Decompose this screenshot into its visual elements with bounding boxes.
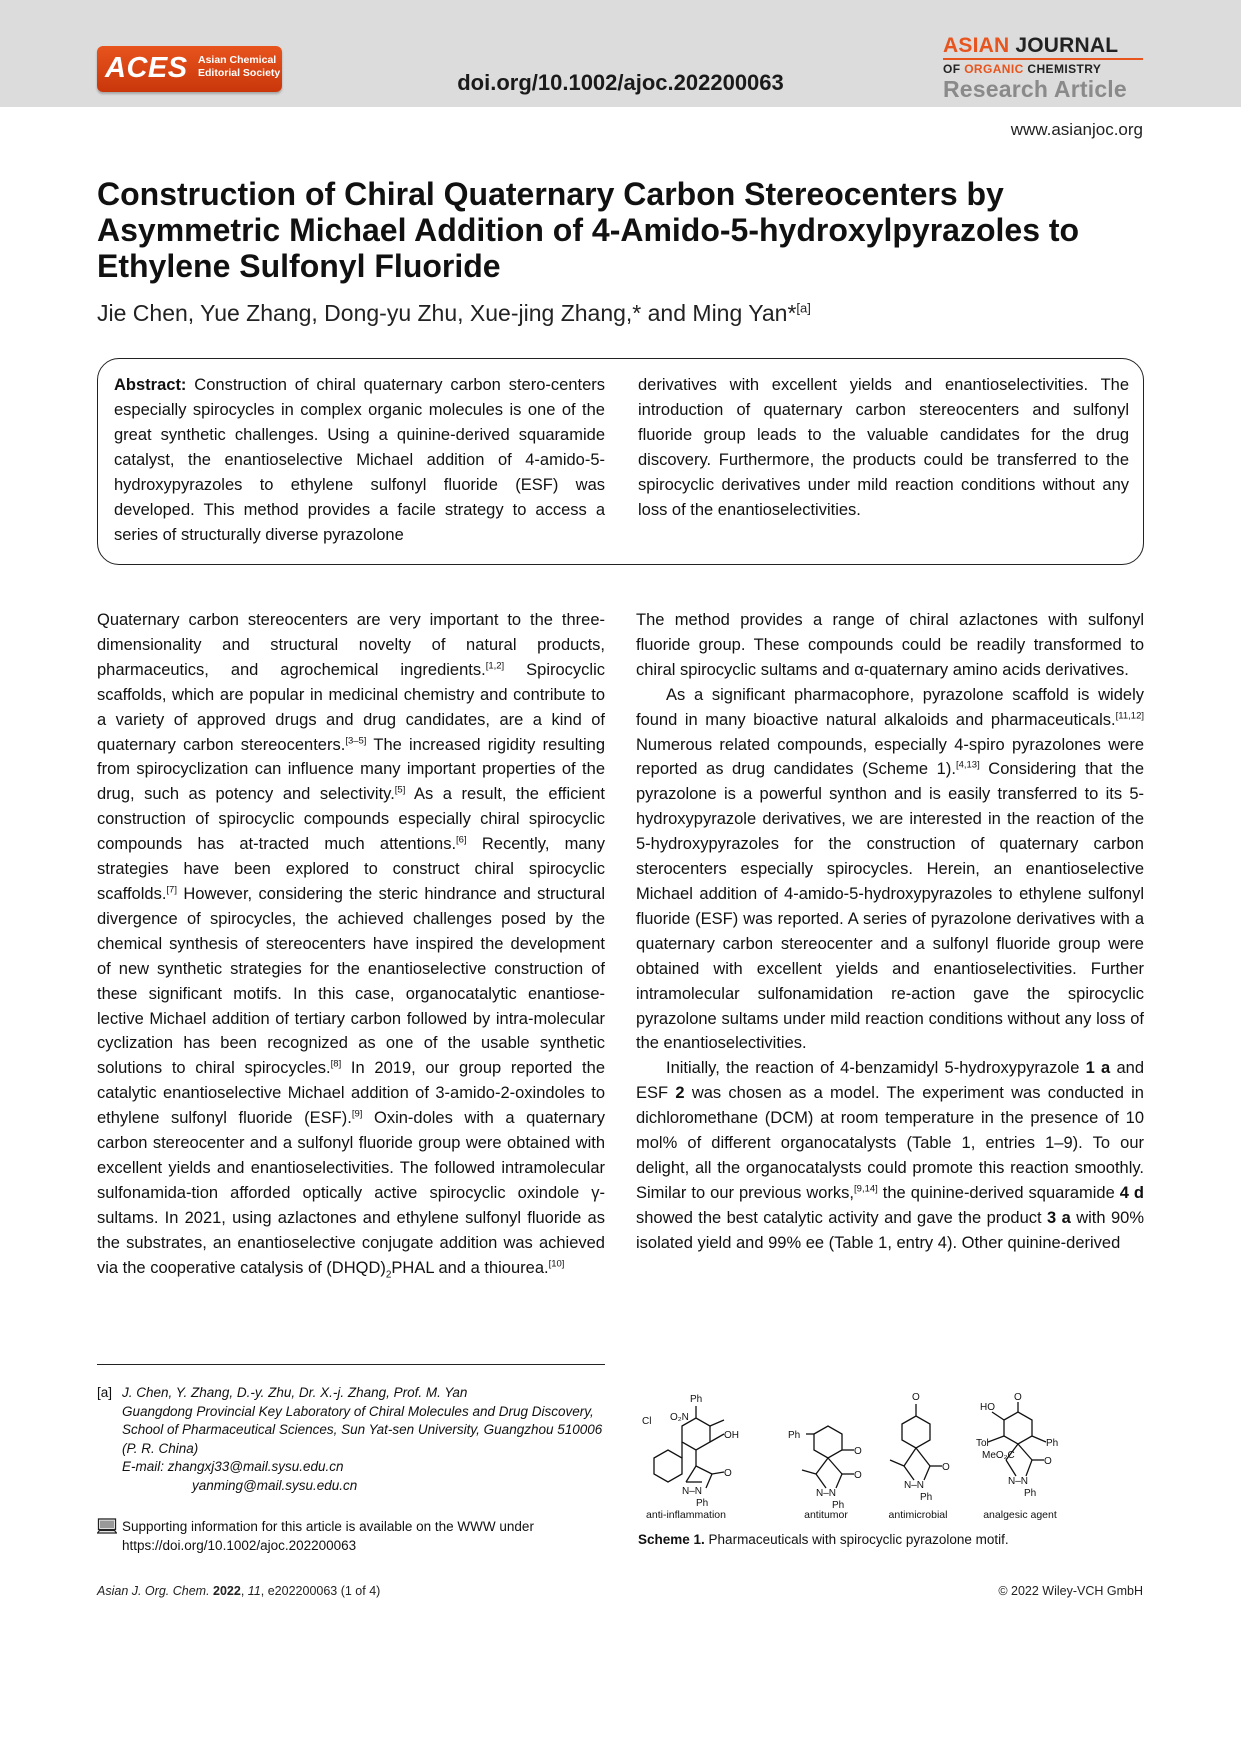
reference-mark[interactable]: [11,12] bbox=[1115, 710, 1144, 722]
scheme-label-analgesic: analgesic agent bbox=[983, 1509, 1057, 1521]
footnote-school: School of Pharmaceutical Sciences, Sun Yat-sen University, Guangzhou 510006 (P. R. China) bbox=[122, 1422, 603, 1456]
citation-year: 2022 bbox=[213, 1584, 241, 1598]
citation-rest: , e202200063 (1 of 4) bbox=[260, 1584, 381, 1598]
footnote-lab: Guangdong Provincial Key Laboratory of Chiral Molecules and Drug Discovery, bbox=[122, 1403, 594, 1419]
article-title: Construction of Chiral Quaternary Carbon Stereocenters by Asymmetric Michael Addition of 4-Amido-5-hydroxylpyrazoles to Ethylene Sulfonyl Fluoride bbox=[97, 176, 1080, 284]
body-text: Initially, the reaction of 4-benzamidyl 5-hydroxypyrazole bbox=[666, 1059, 1086, 1078]
atom-label: O bbox=[1044, 1456, 1052, 1467]
reference-mark[interactable]: [10] bbox=[548, 1258, 565, 1270]
atom-label: Ph bbox=[690, 1394, 703, 1405]
page-citation: Asian J. Org. Chem. 2022, 11, e202200063 (1 of 4) bbox=[97, 1584, 381, 1598]
body-text: As a result, the efficient construction of spirocyclic compounds especially chiral spirocyclic compounds has at-tracted much attentions. bbox=[97, 785, 605, 854]
article-type: Research Article bbox=[943, 76, 1127, 102]
journal-logo-line2 bbox=[943, 61, 1143, 77]
body-text: Recently, many strategies have been explored to construct chiral spirocyclic scaffolds. bbox=[97, 835, 605, 903]
atom-label: Ph bbox=[788, 1430, 801, 1441]
subscript: 2 bbox=[385, 1268, 392, 1280]
citation-volume: 11 bbox=[247, 1584, 261, 1598]
body-text: was chosen as a model. The experiment was conducted in dichloromethane (DCM) at room temperature in the presence of 10 mol% of different organocatalysts (Table 1, entries 1–9). To our delight, all the organocatalysts could promote this reaction smoothly. Similar to our previous works, bbox=[636, 1084, 1144, 1202]
reference-mark[interactable]: [6] bbox=[456, 834, 467, 846]
abstract-label: Abstract: bbox=[114, 376, 187, 394]
scheme-1-structures bbox=[636, 1390, 1144, 1540]
scheme-label-antitumor: antitumor bbox=[804, 1509, 848, 1521]
body-paragraph bbox=[97, 608, 605, 1288]
authors-text: Jie Chen, Yue Zhang, Dong-yu Zhu, Xue-jing Zhang,* and Ming Yan* bbox=[97, 300, 797, 326]
body-text: Oxin-doles with a quaternary carbon stereocenter and a sulfonyl fluoride group were obtained with excellent yields and enantioselectivities. The followed intramolecular sulfonamida-tion afforded optically active spirocyclic oxindole γ-sultams. In 2021, using azlactones and ethylene sulfonyl fluoride as the substrates, an enantioselective conjugate addition was achieved via the cooperative catalysis of (DHQD) bbox=[97, 1109, 605, 1277]
doi-link[interactable]: doi.org/10.1002/ajoc.202200063 bbox=[457, 70, 784, 95]
atom-label: N–N bbox=[682, 1486, 703, 1497]
atom-label: OH bbox=[724, 1430, 739, 1441]
abstract-left-text: Construction of chiral quaternary carbon stero-centers especially spirocycles in complex organic molecules is one of the great synthetic challenges. Using a quinine-derived squaramide catalyst, the enantioselective Michael addition of 4-amido-5-hydroxypyrazoles to ethylene sulfonyl fluoride (ESF) was developed. This method provides a facile strategy to access a series of structurally diverse pyrazolone bbox=[114, 376, 605, 544]
reference-mark[interactable]: [5] bbox=[394, 784, 406, 796]
compound-label: 1 a bbox=[1085, 1059, 1111, 1078]
reference-mark[interactable]: [9] bbox=[351, 1108, 363, 1120]
atom-label: O bbox=[912, 1392, 920, 1403]
scheme-label-anti-inflammation: anti-inflammation bbox=[646, 1509, 726, 1521]
body-paragraph bbox=[636, 1056, 1144, 1255]
body-text: showed the best catalytic activity and gave the product bbox=[636, 1208, 1048, 1227]
atom-label: Ph bbox=[832, 1500, 845, 1511]
structure-anti-inflammation bbox=[654, 1406, 724, 1488]
body-text: In 2019, our group reported the catalytic enantioselective Michael addition of 3-amido-2-oxindoles to ethylene sulfonyl fluoride (ESF). bbox=[97, 1059, 605, 1128]
atom-label: Cl bbox=[642, 1416, 652, 1427]
supporting-info-text[interactable]: Supporting information for this article is available on the WWW under https://doi.org/10.1002/ajoc.202200063 bbox=[122, 1519, 534, 1553]
body-text: and ESF bbox=[636, 1059, 1145, 1103]
journal-website-link[interactable]: www.asianjoc.org bbox=[1010, 120, 1143, 139]
abstract-right-column: derivatives with excellent yields and enantioselectivities. The introduction of quaternary carbon stereocenters and sulfonyl fluoride group leads to the valuable candidates for the drug discovery. Furthermore, the products could be transferred to the spirocyclic derivatives under mild reaction conditions without any loss of the enantioselectivities. bbox=[638, 376, 1129, 519]
body-text: However, considering the steric hindrance and structural divergence of spirocycles, the achieved challenges posed by the chemical synthesis of stereocenters have inspired the development of new synthetic strategies for the enantioselective construction of these significant motifs. In this case, organocatalytic enantiose-lective Michael addition of tertiary carbon followed by intra-molecular cyclization has been recognized as one of the usable synthetic solutions to chiral spirocycles. bbox=[97, 884, 605, 1078]
body-text: Quaternary carbon stereocenters are very important to the three-dimensionality and structural novelty of natural products, pharmaceutics, and agrochemical ingredients. bbox=[97, 611, 605, 679]
scheme-caption bbox=[638, 1532, 1146, 1547]
aces-sub-line1: Asian Chemical bbox=[198, 54, 277, 66]
footnote-divider bbox=[97, 1364, 605, 1365]
authors-affiliation-mark: [a] bbox=[796, 300, 811, 316]
reference-mark[interactable]: [9,14] bbox=[854, 1183, 878, 1195]
citation-journal: Asian J. Org. Chem. bbox=[97, 1584, 210, 1598]
reference-mark[interactable]: [4,13] bbox=[955, 759, 980, 771]
atom-label: O bbox=[854, 1446, 862, 1457]
author-list bbox=[97, 300, 811, 327]
atom-label: O bbox=[854, 1470, 862, 1481]
atom-label: Ph bbox=[1046, 1438, 1059, 1449]
body-right-column bbox=[636, 608, 1144, 1256]
compound-label: 2 bbox=[675, 1084, 685, 1103]
atom-label: N–N bbox=[816, 1488, 837, 1499]
aces-sub-line2: Editorial Society bbox=[198, 67, 281, 79]
atom-label: Ph bbox=[696, 1498, 709, 1509]
footnote-label: [a] bbox=[97, 1385, 113, 1400]
journal-chemistry: CHEMISTRY bbox=[1027, 62, 1102, 76]
compound-label: 4 d bbox=[1119, 1183, 1144, 1202]
structure-analgesic bbox=[988, 1402, 1046, 1476]
abstract-left-column bbox=[114, 373, 605, 548]
footnote-email-1[interactable]: E-mail: zhangxj33@mail.sysu.edu.cn bbox=[122, 1459, 344, 1475]
affiliation-footnote bbox=[97, 1384, 605, 1496]
body-paragraph: The method provides a range of chiral azlactones with sulfonyl fluoride group. These compounds could be readily transformed to chiral spirocyclic sultams and α-quaternary amino acids derivatives. bbox=[636, 611, 1144, 679]
journal-journal: JOURNAL bbox=[1015, 34, 1119, 57]
reference-mark[interactable]: [8] bbox=[330, 1058, 342, 1070]
body-text: Considering that the pyrazolone is a powerful synthon and is easily transferred to its 5-hydroxypyrazole derivatives, we are interested in the reaction of the 5-hydroxypyrazoles for the construction of quaternary carbon sterocenters especially spirocycles. Herein, an enantioselective Michael addition of 4-amido-5-hydroxypyrazoles to ethylene sulfonyl fluoride (ESF) was reported. A series of pyrazolone derivatives with a quaternary carbon stereocenter and a sulfonyl fluoride group were obtained with excellent yields and enantioselectivities. Further intramolecular sulfonamidation re-action gave the spirocyclic pyrazolone sultams under mild reaction conditions without any loss of the enantioselectivities. bbox=[636, 760, 1144, 1053]
body-text: The increased rigidity resulting from spirocyclization can influence many important properties of the drug, such as potency and selectivity. bbox=[97, 735, 606, 804]
atom-label: Ph bbox=[920, 1492, 933, 1503]
body-text: PHAL and a thiourea. bbox=[391, 1258, 549, 1277]
reference-mark[interactable]: [3–5] bbox=[345, 735, 367, 747]
atom-label: Ph bbox=[1024, 1488, 1037, 1499]
computer-icon bbox=[97, 1518, 117, 1534]
journal-organic: ORGANIC bbox=[964, 62, 1024, 76]
compound-label: 3 a bbox=[1047, 1208, 1071, 1227]
atom-label: Tol bbox=[976, 1438, 989, 1449]
scheme-label-antimicrobial: antimicrobial bbox=[888, 1509, 948, 1521]
copyright: © 2022 Wiley-VCH GmbH bbox=[998, 1584, 1143, 1598]
body-left-column bbox=[97, 608, 605, 1288]
atom-label: N–N bbox=[1008, 1476, 1029, 1487]
reference-mark[interactable]: [1,2] bbox=[485, 660, 505, 672]
scheme-caption-label: Scheme 1. bbox=[638, 1532, 705, 1547]
footnote-email-2[interactable]: yanming@mail.sysu.edu.cn bbox=[192, 1477, 358, 1493]
scheme-caption-text: Pharmaceuticals with spirocyclic pyrazolone motif. bbox=[704, 1532, 1009, 1547]
body-text: Spirocyclic scaffolds, which are popular in medicinal chemistry and contribute to a variety of approved drugs and drug candidates, are a kind of quaternary carbon stereocenters. bbox=[97, 660, 606, 754]
atom-label: MeO₂C bbox=[982, 1450, 1015, 1461]
body-text: As a significant pharmacophore, pyrazolone scaffold is widely found in many bioactive natural alkaloids and pharmaceuticals. bbox=[636, 685, 1144, 729]
journal-asian: ASIAN bbox=[943, 34, 1010, 57]
atom-label: HO bbox=[980, 1402, 995, 1413]
atom-label: O₂N bbox=[670, 1412, 689, 1423]
journal-logo-line1 bbox=[943, 35, 1143, 60]
atom-label: N–N bbox=[904, 1480, 925, 1491]
journal-logo[interactable] bbox=[943, 35, 1143, 101]
atom-label: O bbox=[942, 1462, 950, 1473]
structure-antitumor bbox=[802, 1426, 854, 1488]
atom-label: O bbox=[724, 1468, 732, 1479]
supporting-info-note bbox=[97, 1518, 605, 1555]
structure-antimicrobial bbox=[890, 1404, 942, 1480]
body-text: Numerous related compounds, especially 4-spiro pyrazolones were reported as drug candidates (Scheme 1). bbox=[636, 735, 1144, 779]
journal-of: OF bbox=[943, 62, 961, 76]
aces-logo-word: ACES bbox=[105, 52, 188, 84]
atom-label: O bbox=[1014, 1392, 1022, 1403]
footnote-authors: J. Chen, Y. Zhang, D.-y. Zhu, Dr. X.-j. Zhang, Prof. M. Yan bbox=[122, 1385, 468, 1400]
footnote-body bbox=[122, 1384, 605, 1496]
reference-mark[interactable]: [7] bbox=[166, 884, 177, 896]
body-text: with 90% isolated yield and 99% ee (Table 1, entry 4). Other quinine-derived bbox=[636, 1208, 1144, 1252]
abstract-box bbox=[97, 358, 1144, 565]
body-text: the quinine-derived squaramide bbox=[877, 1183, 1120, 1202]
body-paragraph bbox=[636, 683, 1144, 1057]
